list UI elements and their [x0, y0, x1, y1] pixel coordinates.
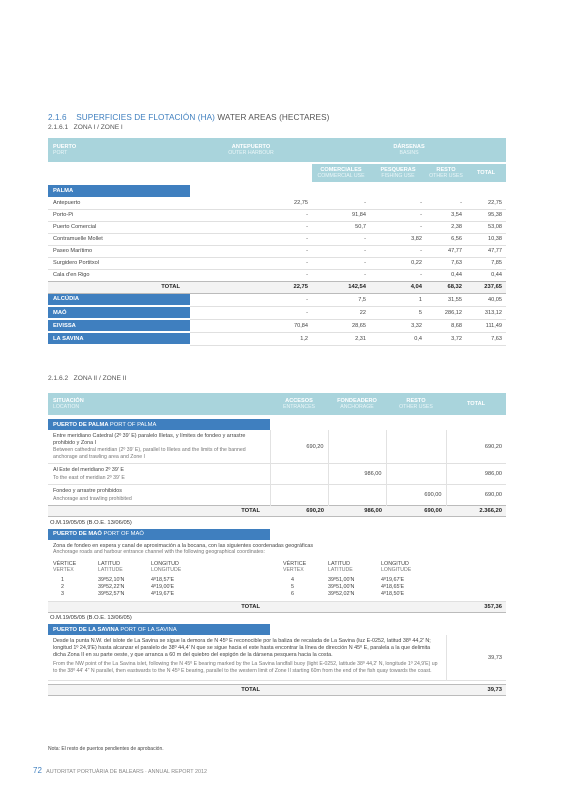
table-row	[48, 332, 506, 345]
row-value: 47,77	[488, 248, 503, 254]
coord-lon: 4º19,67'E	[151, 590, 175, 597]
row-value: 8,68	[451, 322, 462, 329]
col-pesqueras: PESQUERAS FISHING USE	[380, 166, 416, 179]
section-title	[48, 113, 330, 122]
table-row	[48, 293, 506, 306]
zone2-palma-total-resto: 690,00	[386, 506, 446, 517]
row-value: 986,00	[446, 464, 506, 485]
row-value: 690,00	[386, 485, 446, 506]
row-value: -	[364, 248, 366, 254]
row-name: Puerto Comercial	[53, 224, 97, 230]
savina-desc-block	[48, 635, 446, 681]
coord-row	[283, 577, 483, 584]
row-value: -	[420, 248, 422, 254]
mao-col-latitude-2: LATITUDE	[328, 566, 353, 573]
location-en: To the east of meridian 2º 39' E	[53, 474, 125, 481]
row-value: 2,38	[451, 224, 462, 230]
mao-total-value: 357,36	[446, 601, 506, 612]
col-darsenas: DÁRSENAS BASINS	[393, 143, 425, 156]
row-value: 7,63	[491, 335, 503, 342]
coord-lat: 39º52,10'N	[98, 576, 125, 583]
page-footer	[33, 766, 207, 775]
row-value: 0,4	[414, 335, 422, 342]
col-resto: RESTO OTHER USES	[429, 166, 463, 179]
palma-total-antepuerto: 22,75	[190, 281, 312, 293]
location-en: Between cathedral meridian (2º 39' E), parallel to Illetes and the limits of the banned anchorage and trawling area and Zone I	[53, 447, 246, 460]
row-value: 690,20	[446, 430, 506, 464]
palma-total-resto: 68,32	[426, 281, 466, 293]
section-number: 2.1.6	[48, 113, 67, 122]
table-row	[48, 430, 506, 464]
col-resto2: RESTO OTHER USES	[399, 397, 433, 410]
mao-desc-es: Zona de fondeo en espera y canal de aproximación a la bocana, con las siguientes coordenadas geográficas	[53, 542, 314, 549]
mao-total-label: TOTAL	[48, 601, 270, 612]
row-value: 31,55	[448, 296, 462, 303]
mao-note: O.M.19/05/05 (B.O.E. 13/06/05)	[50, 615, 132, 622]
table-row	[48, 197, 506, 209]
savina-desc-en: From the NW point of the La Savina islet, following the N 45º E bearing marked by the La Savina landfall buoy (light E-0252, latitude 38º 44,2' N, longitude 1º 24,9'E) up to the 38º 44' 4" N parallel, then eastwards to the N 45º E bearing, parallel to the western limit of Zone II starting 60m from the end of the fish quay towards the coast.	[53, 661, 438, 674]
row-value: 70,84	[294, 322, 308, 329]
mao-col-latitud-2: LATITUD	[328, 560, 351, 567]
table-row	[48, 209, 506, 221]
location-cell	[48, 430, 270, 464]
row-value: 22,75	[488, 199, 503, 206]
coord-row	[53, 584, 283, 591]
port-name: EIVISSA	[48, 319, 190, 332]
savina-desc-es: Desde la punta N.W. del islote de La Savina se sigue la demora de N 45º E reconocible por la baliza de recalada de La Savina (luz E-0252, latitud 38º 44,2' N; longitud 1º 24,9'E) hasta alcanzar el paralelo de 38º 44,4' N que se sigue hacia el este hasta encontrar la línea de dirección N 45º E, paralela a la que delimita dicha Zona II en su parte oeste, y que arranca a 60 m del quiebro del espigón de la dársena pesquera hacia la costa.	[53, 638, 431, 658]
row-value: -	[306, 224, 308, 230]
mao-col-vertice: VÉRTICE	[53, 560, 77, 567]
row-value: 95,38	[488, 212, 503, 218]
row-value: 7,85	[491, 260, 503, 266]
row-value: -	[420, 272, 422, 278]
port-savina-bar: PUERTO DE LA SAVINA PORT OF LA SAVINA	[48, 624, 270, 635]
section-title-es: SUPERFICIES DE FLOTACIÓN (HA)	[76, 113, 215, 122]
col-fondeadero: FONDEADERO ANCHORAGE	[337, 397, 377, 410]
palma-total-pesqueras: 4,04	[370, 281, 426, 293]
row-value: 3,54	[451, 212, 462, 218]
row-name: Contramuelle Mollet	[53, 236, 103, 242]
footer-text: AUTORITAT PORTUÀRIA DE BALEARS · ANNUAL REPORT 2012	[46, 769, 207, 775]
table-row	[48, 485, 506, 506]
row-value: 5	[418, 309, 422, 316]
palma-label: PALMA	[48, 185, 190, 197]
zone2-palma-total-total: 2.366,20	[446, 506, 506, 517]
col-accesos: ACCESOS ENTRANCES	[283, 397, 315, 410]
location-es: Entre meridiano Catedral (2º 39' E) paralelo Illetas, y límites de fondeo y arrastre prohibido y Zona I	[53, 433, 246, 446]
row-value: 22	[359, 309, 366, 316]
coord-vertex: 3	[61, 590, 64, 597]
port-palma-bar: PUERTO DE PALMA PORT OF PALMA	[48, 419, 270, 430]
mao-col-latitud: LATITUD	[98, 560, 121, 567]
coord-vertex: 6	[291, 590, 294, 597]
row-value: -	[306, 296, 308, 303]
coord-lon: 4º18,57'E	[151, 576, 175, 583]
row-value: -	[460, 199, 462, 206]
row-value: 1,2	[300, 335, 308, 342]
row-value: -	[364, 272, 366, 278]
row-value: 47,77	[448, 248, 462, 254]
palma-total-comerciales: 142,54	[312, 281, 370, 293]
row-value: 0,22	[411, 260, 422, 266]
row-value: -	[364, 236, 366, 242]
coord-lat: 39º51,00'N	[328, 583, 355, 590]
row-value: 7,5	[358, 296, 366, 303]
row-value: 690,20	[270, 430, 328, 464]
zone2-palma-total-accesos: 690,20	[270, 506, 328, 517]
port-name: LA SAVINA	[48, 332, 190, 345]
coord-row	[283, 584, 483, 591]
row-value: -	[420, 199, 422, 206]
row-value	[328, 485, 386, 506]
row-value: 50,7	[355, 224, 366, 230]
location-cell	[48, 485, 270, 506]
table-row	[48, 319, 506, 332]
col-comerciales: COMERCIALES COMMERCIAL USE	[317, 166, 365, 179]
row-value: 6,56	[451, 236, 462, 242]
mao-col-longitude-2: LONGITUDE	[381, 566, 412, 573]
row-value: -	[306, 236, 308, 242]
coord-lon: 4º18,50'E	[381, 590, 405, 597]
coord-lat: 39º52,02'N	[328, 590, 355, 597]
coord-vertex: 2	[61, 583, 64, 590]
zone2-palma-total-label: TOTAL	[48, 506, 270, 517]
table-row	[48, 464, 506, 485]
coord-lon: 4º18,65'E	[381, 583, 405, 590]
row-value: -	[306, 212, 308, 218]
coord-row	[283, 591, 483, 598]
savina-total-label: TOTAL	[48, 685, 270, 696]
row-value: 3,72	[451, 335, 462, 342]
coord-lon: 4º19,00'E	[151, 583, 175, 590]
zone2-palma-total-fondeadero: 986,00	[328, 506, 386, 517]
col-antepuerto: ANTEPUERTO OUTER HARBOUR	[228, 143, 274, 156]
row-value: 3,32	[411, 322, 422, 329]
palma-total-total: 237,65	[466, 281, 506, 293]
row-value: 0,44	[451, 272, 462, 278]
port-name: MAÓ	[48, 306, 190, 319]
row-value: -	[364, 260, 366, 266]
row-name: Porto-Pi	[53, 212, 74, 218]
port-mao-bar: PUERTO DE MAÓ PORT OF MAÓ	[48, 529, 270, 540]
coord-row	[53, 577, 283, 584]
coord-vertex: 1	[61, 576, 64, 583]
row-value	[328, 430, 386, 464]
row-value: -	[420, 212, 422, 218]
savina-total-value: 39,73	[446, 685, 506, 696]
row-value: 22,75	[294, 199, 308, 206]
coord-lon: 4º19,67'E	[381, 576, 405, 583]
row-value: -	[364, 199, 366, 206]
table-row	[48, 269, 506, 281]
row-value: 2,31	[355, 335, 366, 342]
row-value	[270, 464, 328, 485]
mao-col-vertex: VERTEX	[53, 566, 74, 573]
location-es: Fondeo y arrastre prohibidos	[53, 488, 122, 494]
footnote: Nota: El resto de puertos pendientes de aprobación.	[48, 746, 164, 752]
mao-col-longitud-2: LONGITUD	[381, 560, 409, 567]
mao-col-vertex-2: VERTEX	[283, 566, 304, 573]
table-row	[48, 306, 506, 319]
row-value: -	[420, 224, 422, 230]
row-value: 986,00	[328, 464, 386, 485]
row-value: 28,65	[352, 322, 366, 329]
coord-vertex: 5	[291, 583, 294, 590]
table-row	[48, 221, 506, 233]
location-en: Anchorage and trawling prohibited	[53, 495, 132, 502]
page-number: 72	[33, 766, 42, 775]
coord-row	[53, 591, 283, 598]
mao-desc-en: Anchorage roads and harbour entrance channel with the following geographical coordinates:	[53, 548, 265, 555]
water-areas-zone2-table	[48, 393, 506, 696]
mao-col-longitude: LONGITUDE	[151, 566, 182, 573]
row-value: 10,38	[488, 236, 503, 242]
section-title-en: WATER AREAS (HECTARES)	[217, 113, 330, 122]
row-name: Cala d'en Rigo	[53, 272, 90, 278]
row-value: 7,63	[451, 260, 462, 266]
mao-col-vertice-2: VÉRTICE	[283, 560, 307, 567]
row-value: 40,05	[488, 296, 503, 303]
row-value: -	[306, 248, 308, 254]
coord-vertex: 4	[291, 576, 294, 583]
location-cell	[48, 464, 270, 485]
row-value: -	[306, 272, 308, 278]
row-value: 0,44	[491, 272, 503, 278]
row-name: Surgidero Portitxol	[53, 260, 100, 266]
coord-lat: 39º52,57'N	[98, 590, 125, 597]
zone1-subtitle: 2.1.6.1 ZONA I / ZONE I	[48, 124, 123, 131]
row-value	[386, 430, 446, 464]
table-row	[48, 257, 506, 269]
coord-lat: 39º52,22'N	[98, 583, 125, 590]
mao-col-longitud: LONGITUD	[151, 560, 179, 567]
row-value: 690,00	[446, 485, 506, 506]
mao-col-latitude: LATITUDE	[98, 566, 123, 573]
row-value: 111,49	[485, 322, 503, 329]
table-row	[48, 233, 506, 245]
row-value: 313,12	[484, 309, 503, 316]
col-total2: TOTAL	[466, 400, 486, 407]
row-value	[386, 464, 446, 485]
row-value: 1	[418, 296, 422, 303]
col-situacion: SITUACIÓN LOCATION	[53, 397, 84, 410]
row-value: -	[306, 309, 308, 316]
zone2-subtitle: 2.1.6.2 ZONA II / ZONE II	[48, 375, 127, 382]
row-value: 53,08	[488, 224, 503, 230]
row-value	[270, 485, 328, 506]
table-row	[48, 245, 506, 257]
palma-note: O.M.19/05/05 (B.O.E. 13/06/05)	[50, 519, 132, 526]
mao-coords-block	[48, 540, 506, 602]
port-name: ALCÚDIA	[48, 293, 190, 306]
water-areas-zone1-table	[48, 138, 506, 346]
coord-lat: 39º51,00'N	[328, 576, 355, 583]
palma-total-label: TOTAL	[48, 281, 190, 293]
row-value: -	[306, 260, 308, 266]
row-value: 286,12	[444, 309, 462, 316]
row-name: Paseo Marítimo	[53, 248, 93, 254]
row-name: Antepuerto	[53, 199, 81, 206]
col-total: TOTAL	[476, 169, 496, 176]
row-value: 3,82	[411, 236, 422, 242]
savina-value: 39,73	[446, 635, 506, 681]
location-es: Al Este del meridiano 2º 39' E	[53, 467, 125, 473]
col-puerto: PUERTO PORT	[53, 143, 77, 156]
row-value: 91,84	[352, 212, 366, 218]
